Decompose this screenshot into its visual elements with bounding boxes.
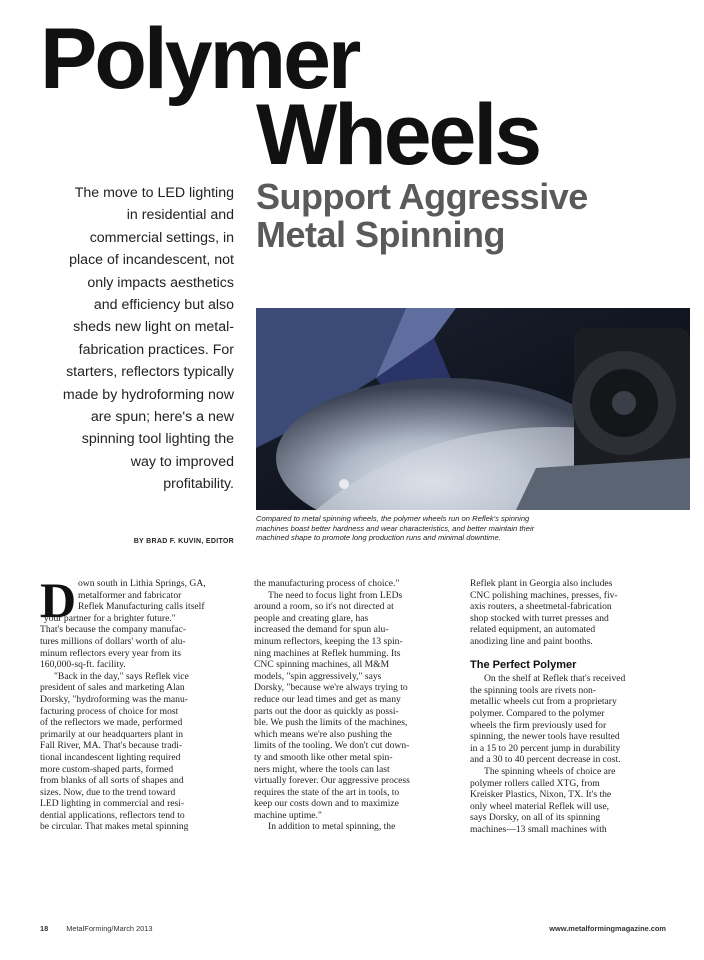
body-column-1 <box>40 572 242 833</box>
headline-line-2: Wheels <box>256 87 540 183</box>
body-line: The spinning wheels of choice are <box>484 765 616 777</box>
caption-line: machined shape to promote long production runs and minimal downtime. <box>256 533 501 543</box>
body-line: Dorsky, "hydroforming was the manu- <box>40 693 188 705</box>
caption-line: machines boast better hardness and wear characteristics, and better maintain their <box>256 523 535 533</box>
body-line: increased the demand for spun alu- <box>254 624 389 636</box>
body-line: from blanks of all sorts of shapes and <box>40 775 184 787</box>
body-line: In addition to metal spinning, the <box>268 821 396 833</box>
body-line: related equipment, an automated <box>470 624 596 636</box>
intro-line: spinning tool lighting the <box>81 431 234 448</box>
intro-line: made by hydroforming now <box>62 386 234 403</box>
body-line: "your partner for a brighter future." <box>40 612 176 624</box>
intro-line: starters, reflectors typically <box>66 364 234 381</box>
body-line: minum reflectors every year from its <box>40 647 181 659</box>
intro-line: place of incandescent, not <box>69 252 234 269</box>
body-line: limits of the tooling. We don't cut down- <box>254 740 410 752</box>
byline: BY BRAD F. KUVIN, EDITOR <box>133 538 234 545</box>
body-line: CNC polishing machines, presses, fiv- <box>470 589 618 601</box>
body-line: ning machines at Reflek humming. Its <box>254 647 401 659</box>
intro-line: fabrication practices. For <box>78 341 234 358</box>
body-line: The need to focus light from LEDs <box>268 589 403 601</box>
body-line: only wheel material Reflek will use, <box>470 800 610 812</box>
body-line: own south in Lithia Springs, GA, <box>78 578 206 589</box>
subheadline <box>256 178 696 254</box>
body-line: which means we're also pushing the <box>254 728 392 740</box>
body-line: requires the state of the art in tools, to <box>254 786 400 798</box>
body-line: ble. We push the limits of the machines, <box>254 717 408 729</box>
body-line: facturing process of choice for most <box>40 705 179 717</box>
body-line: polymer rollers called XTG, from <box>470 777 600 789</box>
intro-line: sheds new light on metal- <box>73 319 234 336</box>
body-line: wheels the firm previously used for <box>470 719 607 731</box>
intro-line: commercial settings, in <box>89 229 234 246</box>
body-line: "Back in the day," says Reflek vice <box>54 670 189 682</box>
body-line: anodizing line and paint booths. <box>470 635 593 647</box>
intro-line: The move to LED lighting <box>74 185 234 201</box>
subheadline-line: Support Aggressive <box>256 176 588 217</box>
headline-line-1: Polymer <box>40 11 359 107</box>
body-line: virtually forever. Our aggressive process <box>254 775 410 787</box>
body-line: 160,000-sq-ft. facility. <box>40 659 126 671</box>
body-line: Reflek plant in Georgia also includes <box>470 578 613 589</box>
magazine-issue: MetalForming/March 2013 <box>66 924 153 933</box>
body-line: be circular. That makes metal spinning <box>40 821 189 833</box>
body-line: shop stocked with turret presses and <box>470 612 609 624</box>
subheadline-line: Metal Spinning <box>256 214 505 255</box>
body-line: Fall River, MA. That's because tradi- <box>40 740 183 752</box>
body-line: people and creating glare, has <box>254 612 369 624</box>
body-line: of the reflectors we made, performed <box>40 717 183 729</box>
body-line: machine uptime." <box>254 809 322 821</box>
body-line: axis routers, a sheetmetal-fabrication <box>470 601 612 613</box>
drop-cap: D <box>40 572 77 628</box>
body-line: Dorsky, "because we're always trying to <box>254 682 408 694</box>
body-line: LED lighting in commercial and resi- <box>40 798 185 810</box>
body-line: metalformer and fabricator <box>78 589 182 601</box>
body-line: tional incandescent lighting required <box>40 751 181 763</box>
body-line: tures millions of dollars' worth of alu- <box>40 635 186 647</box>
intro-line: and efficiency but also <box>93 297 234 314</box>
intro-line: way to improved <box>130 453 234 470</box>
footer-left <box>40 924 153 933</box>
page-number: 18 <box>40 924 49 933</box>
body-line: president of sales and marketing Alan <box>40 682 185 694</box>
body-line: spinning, the newer tools have resulted <box>470 731 620 743</box>
section-heading: The Perfect Polymer <box>470 659 577 671</box>
body-line: metallic wheels cut from a proprietary <box>470 696 617 708</box>
body-line: minum reflectors, keeping the 13 spin- <box>254 635 403 647</box>
body-line: ty and smooth like other metal spin- <box>254 751 393 763</box>
body-line: polymer. Compared to the polymer <box>470 707 605 719</box>
body-line: reduce our lead times and get as many <box>254 693 401 705</box>
body-line: the manufacturing process of choice." <box>254 578 400 589</box>
body-column-2 <box>254 578 456 833</box>
article-photo <box>256 308 690 510</box>
caption-line: Compared to metal spinning wheels, the polymer wheels run on Reflek's spinning <box>256 514 530 523</box>
body-line: the spinning tools are rivets non- <box>470 684 597 696</box>
body-line: CNC spinning machines, all M&M <box>254 659 390 671</box>
body-line: parts out the door as quickly as possi- <box>254 705 399 717</box>
body-line: On the shelf at Reflek that's received <box>484 673 626 685</box>
body-line: That's because the company manufac- <box>40 624 187 636</box>
body-line: primarily at our headquarters plant in <box>40 728 184 740</box>
intro-line: in residential and <box>126 207 234 224</box>
intro-line: only impacts aesthetics <box>87 274 234 291</box>
body-line: keep our costs down and to maximize <box>254 798 399 810</box>
body-line: more custom-shaped parts, formed <box>40 763 174 775</box>
spinning-machine-photo <box>256 308 690 510</box>
footer-url[interactable]: www.metalformingmagazine.com <box>549 924 666 933</box>
intro-line: are spun; here's a new <box>90 409 234 426</box>
body-line: machines—13 small machines with <box>470 823 607 835</box>
intro-deck <box>40 182 234 496</box>
intro-line: profitability. <box>163 476 234 493</box>
body-line: says Dorsky, on all of its spinning <box>470 812 601 824</box>
photo-caption <box>256 514 690 543</box>
body-line: sizes. Now, due to the trend toward <box>40 786 176 798</box>
body-line: and a 30 to 40 percent decrease in cost. <box>470 754 621 766</box>
body-line: around a room, so it's not directed at <box>254 601 394 613</box>
body-column-3 <box>470 578 672 835</box>
body-line: in a 15 to 20 percent jump in durability <box>470 742 621 754</box>
body-line: models, "spin aggressively," says <box>254 670 382 682</box>
body-line: Kreisker Plastics, Nixon, TX. It's the <box>470 789 612 801</box>
body-line: Reflek Manufacturing calls itself <box>78 601 205 613</box>
body-line: ners might, where the tools can last <box>254 763 390 775</box>
body-line: dential applications, reflectors tend to <box>40 809 185 821</box>
